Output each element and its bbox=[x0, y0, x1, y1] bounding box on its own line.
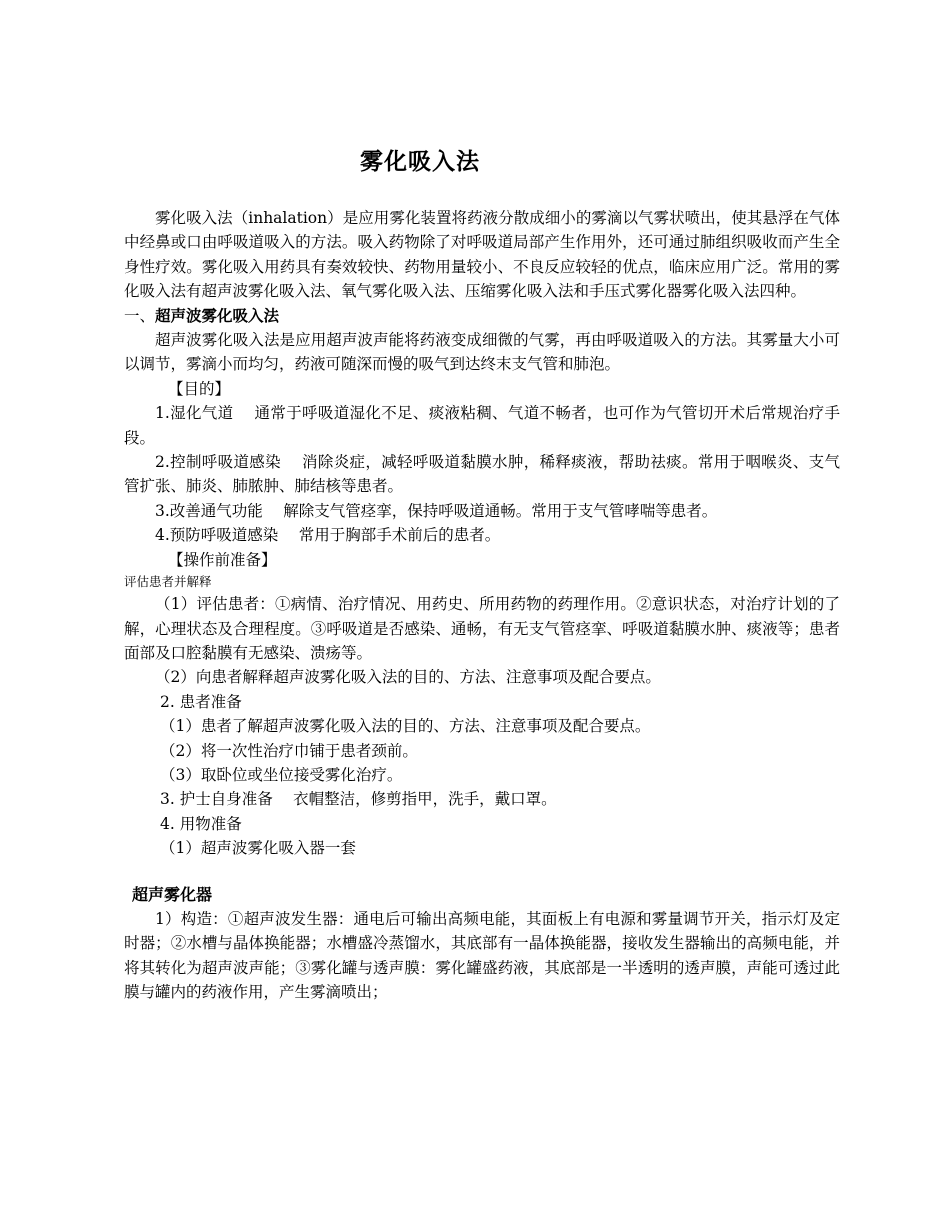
device-heading: 超声雾化器 bbox=[132, 884, 213, 904]
purpose-item-2: 2.控制呼吸道感染 消除炎症，减轻呼吸道黏膜水肿，稀释痰液，帮助祛痰。常用于咽喉炎、支气管扩张、肺炎、肺脓肿、肺结核等患者。 bbox=[124, 453, 840, 496]
intro-paragraph: 雾化吸入法（inhalation）是应用雾化装置将药液分散成细小的雾滴以气雾状喷出，使其悬浮在气体中经鼻或口由呼吸道吸入的方法。吸入药物除了对呼吸道局部产生作用外，还可通过肺组织吸收而产生全身性疗效。雾化吸入用药具有奏效较快、药物用量较小、不良反应较轻的优点，临床应用广泛。常用的雾化吸入法有超声波雾化吸入法、氧气雾化吸入法、压缩雾化吸入法和手压式雾化器雾化吸入法四种。 bbox=[124, 209, 840, 301]
section-description: 超声波雾化吸入法是应用超声波声能将药液变成细微的气雾，再由呼吸道吸入的方法。其雾量大小可以调节，雾滴小而均匀，药液可随深而慢的吸气到达终末支气管和肺泡。 bbox=[124, 331, 840, 374]
assess-item-2: （2）向患者解释超声波雾化吸入法的目的、方法、注意事项及配合要点。 bbox=[155, 668, 661, 687]
purpose-heading: 【目的】 bbox=[168, 379, 231, 398]
patient-prep-label: 2. 患者准备 bbox=[160, 692, 242, 711]
patient-prep-item-2: （2）将一次性治疗巾铺于患者颈前。 bbox=[160, 741, 418, 760]
purpose-item-1: 1.湿化气道 通常于呼吸道湿化不足、痰液粘稠、气道不畅者，也可作为气管切开术后常规治疗手段。 bbox=[124, 404, 841, 447]
device-description: 1）构造：①超声波发生器：通电后可输出高频电能，其面板上有电源和雾量调节开关，指示灯及定时器；②水槽与晶体换能器；水槽盛冷蒸馏水，其底部有一晶体换能器，接收发生器输出的高频电能，并将其转化为超声波声能；③雾化罐与透声膜：雾化罐盛药液，其底部是一半透明的透声膜，声能可透过此膜与罐内的药液作用，产生雾滴喷出； bbox=[124, 909, 840, 1002]
assess-label: 评估患者并解释 bbox=[124, 574, 212, 590]
document-title: 雾化吸入法 bbox=[360, 148, 480, 175]
section-number: 一、 bbox=[124, 306, 156, 325]
document-body bbox=[124, 206, 840, 1005]
prep-heading: 【操作前准备】 bbox=[168, 550, 277, 569]
purpose-item-4: 4.预防呼吸道感染 常用于胸部手术前后的患者。 bbox=[155, 526, 501, 545]
nurse-prep: 3. 护士自身准备 衣帽整洁，修剪指甲，洗手，戴口罩。 bbox=[160, 790, 557, 809]
section-heading bbox=[124, 304, 840, 328]
purpose-item-3: 3.改善通气功能 解除支气管痉挛，保持呼吸道通畅。常用于支气管哮喘等患者。 bbox=[155, 501, 718, 520]
spacer bbox=[124, 861, 840, 883]
patient-prep-item-1: （1）患者了解超声波雾化吸入法的目的、方法、注意事项及配合要点。 bbox=[160, 717, 651, 736]
supplies-label: 4. 用物准备 bbox=[160, 814, 242, 833]
section-title: 超声波雾化吸入法 bbox=[155, 305, 280, 325]
supplies-item-1: （1）超声波雾化吸入器一套 bbox=[160, 839, 356, 858]
patient-prep-item-3: （3）取卧位或坐位接受雾化治疗。 bbox=[160, 765, 403, 784]
assess-item-1: （1）评估患者：①病情、治疗情况、用药史、所用药物的药理作用。②意识状态，对治疗计划的了解，心理状态及合理程度。③呼吸道是否感染、通畅，有无支气管痉挛、呼吸道黏膜水肿、痰液等；患者面部及口腔黏膜有无感染、溃疡等。 bbox=[124, 595, 840, 662]
